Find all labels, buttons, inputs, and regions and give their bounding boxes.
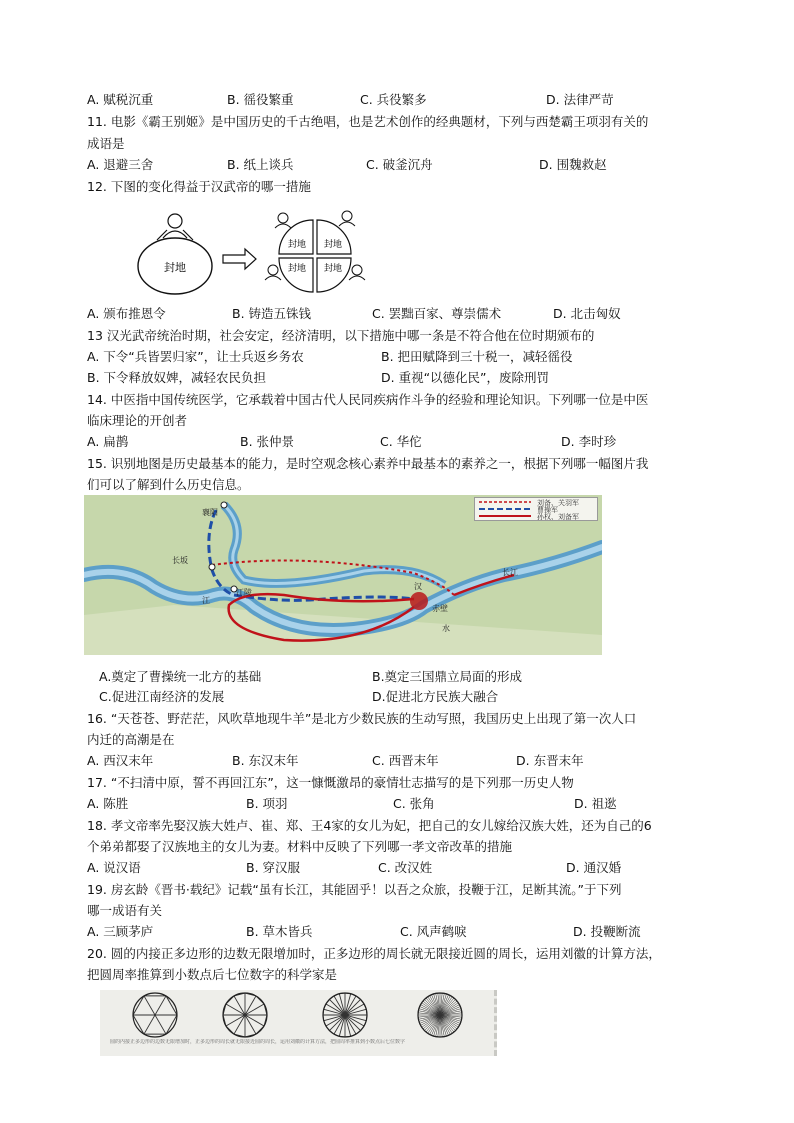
q10-option-c[interactable]: C. 兵役繁多	[360, 92, 427, 107]
right-arrow-icon	[223, 249, 256, 269]
q11-option-d[interactable]: D. 围魏救赵	[539, 157, 607, 172]
legend-sun-liu: 孙权、刘备军	[537, 513, 579, 521]
q19-option-b[interactable]: B. 草木皆兵	[246, 924, 313, 939]
q19-option-d[interactable]: D. 投鞭断流	[573, 924, 641, 939]
q14-option-c[interactable]: C. 华佗	[380, 434, 422, 449]
q15-option-b[interactable]: B.奠定三国鼎立局面的形成	[372, 669, 523, 684]
battle-marker-icon	[410, 592, 428, 610]
polygon-circles	[100, 990, 494, 1040]
q14-option-d[interactable]: D. 李时珍	[561, 434, 617, 449]
polygon-circle	[418, 993, 462, 1037]
q19-option-a[interactable]: A. 三顾茅庐	[87, 924, 154, 939]
q13-option-d[interactable]: D. 重视“以德化民”，废除刑罚	[381, 370, 550, 385]
q15-stem: 15. 识别地图是历史最基本的能力，是时空观念核心素养中最基本的素养之一，根据下列哪一幅图片我	[87, 456, 649, 471]
lord-figure	[157, 214, 193, 240]
map-label-xiangyang: 襄阳	[202, 508, 218, 517]
map-label-chibi: 赤壁	[432, 604, 448, 613]
map-label-jiangling: 江陵	[236, 588, 252, 597]
q19-stem: 19. 房玄龄《晋书·载纪》记载“虽有长江，其能固乎！以吾之众旅，投鞭于江，足断其流。”于下列	[87, 882, 622, 897]
q12-fief-figure	[135, 200, 375, 296]
map-label-changjiang: 长江	[502, 568, 518, 577]
q15-option-d[interactable]: D.促进北方民族大融合	[372, 689, 499, 704]
q18-option-c[interactable]: C. 改汉姓	[378, 860, 433, 875]
q12-option-a[interactable]: A. 颁布推恩令	[87, 306, 166, 321]
q16-option-c[interactable]: C. 西晋末年	[372, 753, 439, 768]
legend-liu-guan: 刘备、关羽军	[537, 499, 579, 507]
q14-stem-cont: 临床理论的开创者	[87, 413, 188, 428]
q11-option-b[interactable]: B. 纸上谈兵	[227, 157, 294, 172]
polygon-circle	[223, 993, 267, 1037]
q15-option-a[interactable]: A.奠定了曹操统一北方的基础	[99, 669, 262, 684]
q18-option-d[interactable]: D. 通汉婚	[566, 860, 622, 875]
q13-option-b[interactable]: B. 把田赋降到三十税一，减轻徭役	[381, 349, 573, 364]
q11-option-c[interactable]: C. 破釜沉舟	[366, 157, 433, 172]
q18-option-a[interactable]: A. 说汉语	[87, 860, 141, 875]
q16-stem: 16. “天苍苍、野茫茫，风吹草地现牛羊”是北方少数民族的生动写照，我国历史上出现了第一次人口	[87, 711, 637, 726]
map-label-shui: 水	[442, 624, 450, 633]
fief-label: 封地	[287, 240, 307, 250]
q18-option-b[interactable]: B. 穿汉服	[246, 860, 301, 875]
q19-stem-cont: 哪一成语有关	[87, 903, 163, 918]
q16-option-a[interactable]: A. 西汉末年	[87, 753, 154, 768]
map-label-han: 汉	[414, 582, 422, 591]
q10-option-b[interactable]: B. 徭役繁重	[227, 92, 294, 107]
q12-stem: 12. 下图的变化得益于汉武帝的哪一措施	[87, 179, 311, 194]
q12-option-c[interactable]: C. 罢黜百家、尊崇儒术	[372, 306, 502, 321]
q14-stem: 14. 中医指中国传统医学，它承载着中国古代人民同疾病作斗争的经验和理论知识。下列哪一位是中医	[87, 392, 649, 407]
q11-stem: 11. 电影《霸王别姬》是中国历史的千古绝唱，也是艺术创作的经典题材，下列与西楚霸王项羽有关的	[87, 114, 649, 129]
q16-option-d[interactable]: D. 东晋末年	[516, 753, 584, 768]
q13-stem: 13 汉光武帝统治时期，社会安定，经济清明，以下措施中哪一条是不符合他在位时期颁布的	[87, 328, 595, 343]
map-legend	[474, 497, 598, 521]
q19-option-c[interactable]: C. 风声鹤唳	[400, 924, 467, 939]
map-label-jiang: 江	[202, 596, 210, 605]
divided-fiefs	[265, 211, 365, 292]
polygon-circle	[323, 993, 367, 1037]
fief-label: 封地	[287, 264, 307, 274]
q16-stem-cont: 内迁的高潮是在	[87, 732, 175, 747]
q14-option-a[interactable]: A. 扁鹊	[87, 434, 129, 449]
q17-option-b[interactable]: B. 项羽	[246, 796, 288, 811]
q17-option-d[interactable]: D. 祖逖	[574, 796, 617, 811]
polygon-circle	[133, 993, 177, 1037]
q11-option-a[interactable]: A. 退避三舍	[87, 157, 154, 172]
q15-stem-cont: 们可以了解到什么历史信息。	[87, 477, 250, 492]
q20-stem-cont: 把圆周率推算到小数点后七位数字的科学家是	[87, 967, 338, 982]
q14-option-b[interactable]: B. 张仲景	[240, 434, 295, 449]
q16-option-b[interactable]: B. 东汉末年	[232, 753, 299, 768]
q12-option-b[interactable]: B. 铸造五铢钱	[232, 306, 312, 321]
q11-stem-cont: 成语是	[87, 136, 125, 151]
q17-option-a[interactable]: A. 陈胜	[87, 796, 129, 811]
q17-option-c[interactable]: C. 张角	[393, 796, 435, 811]
q20-stem: 20. 圆的内接正多边形的边数无限增加时，正多边形的周长就无限接近圆的周长，运用刘徽的计算方法，	[87, 946, 661, 961]
fief-label: 封地	[323, 264, 343, 274]
q12-option-d[interactable]: D. 北击匈奴	[553, 306, 621, 321]
q10-option-a[interactable]: A. 赋税沉重	[87, 92, 154, 107]
q18-stem-cont: 个弟弟都娶了汉族地主的女儿为妻。材料中反映了下列哪一孝文帝改革的措施	[87, 839, 513, 854]
circle-division-figure	[100, 990, 497, 1056]
fief-label: 封地	[323, 240, 343, 250]
legend-cao: 曹操军	[537, 506, 558, 514]
red-cliffs-map	[84, 495, 602, 655]
q10-option-d[interactable]: D. 法律严苛	[546, 92, 614, 107]
q18-stem: 18. 孝文帝率先娶汉族大姓卢、崔、郑、王4家的女儿为妃，把自己的女儿嫁给汉族大姓，还为自己的6	[87, 818, 652, 833]
q17-stem: 17. “不扫清中原，誓不再回江东”，这一慷慨激昂的豪情壮志描写的是下列那一历史人物	[87, 775, 574, 790]
map-label-changban: 长坂	[172, 556, 188, 565]
big-fief-label: 封地	[164, 261, 186, 274]
figure-caption: 圆的内接正多边形的边数无限增加时，正多边形的周长就无限接近圆的周长，运用刘徽的计算方法，把圆周率推算到小数点后七位数字	[110, 1039, 406, 1045]
q13-option-c[interactable]: B. 下令释放奴婢，减轻农民负担	[87, 370, 267, 385]
q13-option-a[interactable]: A. 下令“兵皆罢归家”，让士兵返乡务农	[87, 349, 304, 364]
q15-option-c[interactable]: C.促进江南经济的发展	[99, 689, 225, 704]
